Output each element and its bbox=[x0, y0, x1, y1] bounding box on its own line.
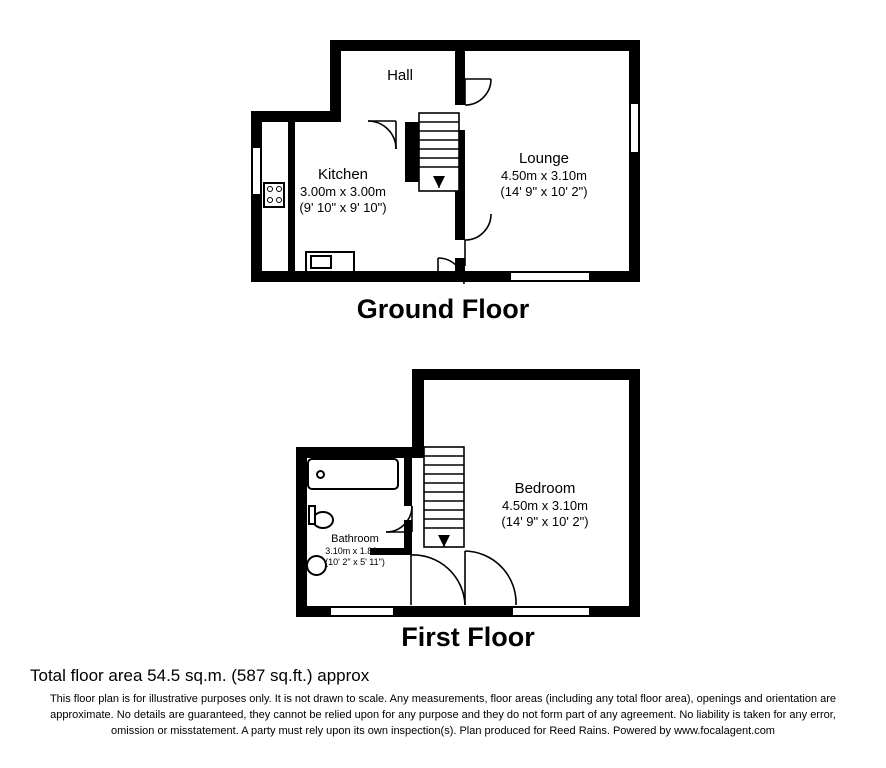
hob-unit bbox=[263, 182, 285, 208]
room-dim-lounge-imperial: (14' 9" x 10' 2") bbox=[500, 184, 588, 200]
gf-wall-kitchen-left bbox=[251, 111, 262, 282]
room-dim-bathroom-imperial: (10' 2" x 5' 11") bbox=[325, 557, 385, 568]
room-label-kitchen bbox=[283, 166, 403, 216]
gf-wall-top bbox=[330, 40, 640, 51]
total-floor-area: Total floor area 54.5 sq.m. (587 sq.ft.) approx bbox=[30, 666, 370, 685]
room-name-bedroom: Bedroom bbox=[514, 480, 576, 497]
disclaimer-text: This floor plan is for illustrative purposes only. It is not drawn to scale. Any measurements, floor areas (including any total floor area), openings and orientation are approximate. No details are guaranteed, they cannot be relied upon for any purpose and they do not form part of any agreement. No liability is taken for any error, omission or misstatement. A party must rely upon its own inspection(s). Plan produced for Reed Rains. Powered by www.focalagent.com bbox=[49, 693, 837, 737]
gf-window-kitchen-left bbox=[251, 148, 262, 194]
room-name-kitchen: Kitchen bbox=[317, 166, 369, 183]
ff-wall-left-top bbox=[296, 447, 412, 458]
hob-burner-1 bbox=[267, 186, 273, 192]
room-name-lounge: Lounge bbox=[518, 150, 570, 167]
room-label-bathroom bbox=[303, 533, 407, 568]
bath-tap bbox=[316, 470, 325, 479]
room-label-hall bbox=[350, 67, 450, 85]
ff-wall-right bbox=[629, 369, 640, 617]
gf-wall-right bbox=[629, 40, 640, 282]
gf-wall-partition-lower bbox=[455, 258, 465, 282]
gf-window-lounge-right bbox=[629, 104, 640, 152]
hob-burner-3 bbox=[267, 197, 273, 203]
room-dim-lounge-metric: 4.50m x 3.10m bbox=[501, 168, 587, 184]
floor-title-first: First Floor bbox=[401, 622, 535, 652]
gf-wall-partition-vertical-2 bbox=[455, 130, 465, 240]
ff-wall-left bbox=[296, 447, 307, 617]
gf-wall-kitchen-top bbox=[251, 111, 341, 122]
hob-burner-2 bbox=[276, 186, 282, 192]
ff-window-bedroom-bottom bbox=[513, 606, 589, 617]
ff-wall-bathroom-right bbox=[404, 458, 412, 506]
room-name-hall: Hall bbox=[387, 67, 413, 84]
room-label-bedroom bbox=[485, 480, 605, 530]
gf-wall-partition-vertical bbox=[455, 51, 465, 105]
room-label-lounge bbox=[484, 150, 604, 200]
room-dim-kitchen-metric: 3.00m x 3.00m bbox=[300, 184, 386, 200]
gf-wall-hall-stair-side bbox=[405, 122, 419, 182]
room-dim-bedroom-imperial: (14' 9" x 10' 2") bbox=[501, 514, 589, 530]
toilet-cistern bbox=[308, 505, 316, 525]
room-name-bathroom: Bathroom bbox=[331, 533, 379, 545]
gf-wall-left-upper bbox=[330, 40, 341, 118]
gf-window-lounge-bottom bbox=[511, 271, 589, 282]
kitchen-sink-basin bbox=[310, 255, 332, 269]
gf-wall-kitchen-bottom bbox=[251, 271, 466, 282]
ff-window-bathroom-bottom bbox=[331, 606, 393, 617]
hob-burner-4 bbox=[276, 197, 282, 203]
ff-wall-top bbox=[412, 369, 640, 380]
room-dim-kitchen-imperial: (9' 10" x 9' 10") bbox=[299, 200, 387, 216]
room-dim-bathroom-metric: 3.10m x 1.80m bbox=[325, 546, 385, 557]
room-dim-bedroom-metric: 4.50m x 3.10m bbox=[502, 498, 588, 514]
floor-title-ground: Ground Floor bbox=[356, 294, 530, 324]
ff-wall-stair-left bbox=[412, 369, 424, 458]
